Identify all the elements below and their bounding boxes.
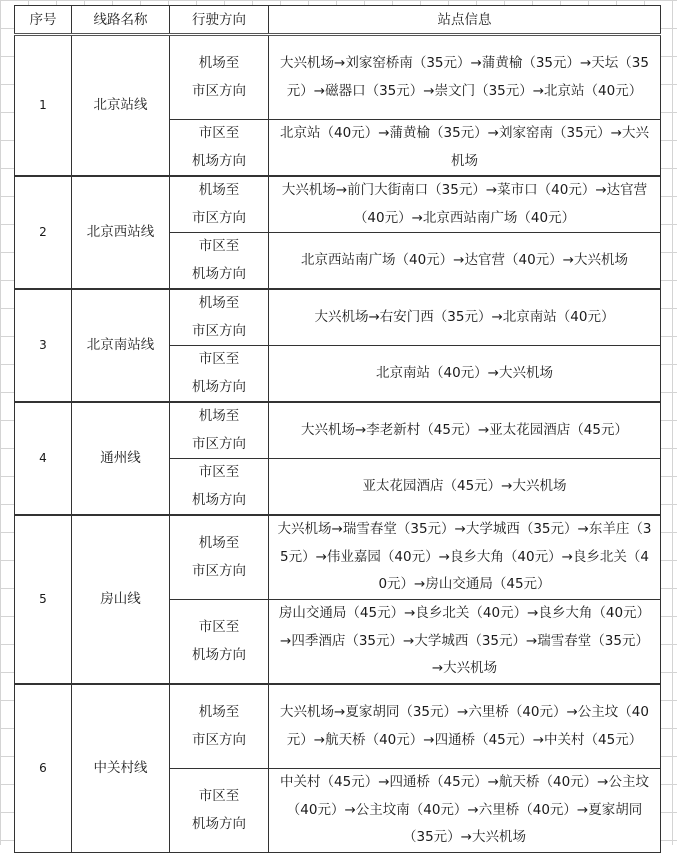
direction-cell <box>170 515 269 600</box>
direction-line: 市区方向 <box>192 209 246 226</box>
table-row <box>15 176 661 233</box>
direction-cell <box>170 459 269 516</box>
stops-info: 亚太花园酒店（45元）→大兴机场 <box>269 459 661 516</box>
direction-line: 机场至 <box>198 182 240 198</box>
table-row <box>15 684 661 769</box>
table-row <box>15 402 661 459</box>
header-route-name: 线路名称 <box>72 6 170 35</box>
stops-info: 大兴机场→刘家窑桥南（35元）→蒲黄榆（35元）→天坛（35元）→磁器口（35元）→崇文门（35元）→北京站（40元） <box>269 35 661 120</box>
direction-cell <box>170 769 269 853</box>
direction-line: 市区方向 <box>192 82 246 99</box>
route-name: 北京站线 <box>72 35 170 177</box>
direction-line: 机场方向 <box>192 152 246 169</box>
direction-cell <box>170 289 269 346</box>
direction-line: 市区至 <box>198 788 240 804</box>
direction-cell <box>170 120 269 177</box>
stops-info: 北京西站南广场（40元）→达官营（40元）→大兴机场 <box>269 233 661 290</box>
direction-cell <box>170 402 269 459</box>
direction-line: 市区方向 <box>192 731 246 748</box>
direction-cell <box>170 684 269 769</box>
bus-route-table <box>14 5 661 853</box>
direction-line: 市区至 <box>198 464 240 480</box>
row-seq: 4 <box>15 402 72 515</box>
row-seq: 2 <box>15 176 72 289</box>
direction-line: 机场方向 <box>192 646 246 663</box>
row-seq: 5 <box>15 515 72 684</box>
route-name: 中关村线 <box>72 684 170 853</box>
table-header-row <box>15 6 661 35</box>
direction-line: 机场方向 <box>192 265 246 282</box>
stops-info: 大兴机场→李老新村（45元）→亚太花园酒店（45元） <box>269 402 661 459</box>
row-seq: 6 <box>15 684 72 853</box>
stops-info: 大兴机场→前门大街南口（35元）→菜市口（40元）→达官营（40元）→北京西站南广场（40元） <box>269 176 661 233</box>
header-direction: 行驶方向 <box>170 6 269 35</box>
stops-info: 大兴机场→右安门西（35元）→北京南站（40元） <box>269 289 661 346</box>
stops-info: 北京站（40元）→蒲黄榆（35元）→刘家窑南（35元）→大兴机场 <box>269 120 661 177</box>
stops-info: 房山交通局（45元）→良乡北关（40元）→良乡大角（40元）→四季酒店（35元）→大学城西（35元）→瑞雪春堂（35元）→大兴机场 <box>269 600 661 685</box>
table-row <box>15 515 661 600</box>
direction-cell <box>170 600 269 685</box>
stops-info: 大兴机场→夏家胡同（35元）→六里桥（40元）→公主坟（40元）→航天桥（40元）→四通桥（45元）→中关村（45元） <box>269 684 661 769</box>
stops-info: 大兴机场→瑞雪春堂（35元）→大学城西（35元）→东羊庄（35元）→伟业嘉园（40元）→良乡大角（40元）→良乡北关（40元）→房山交通局（45元） <box>269 515 661 600</box>
table-row <box>15 35 661 120</box>
direction-line: 市区方向 <box>192 322 246 339</box>
direction-line: 机场至 <box>198 704 240 720</box>
direction-line: 市区至 <box>198 619 240 635</box>
direction-line: 市区方向 <box>192 562 246 579</box>
route-name: 通州线 <box>72 402 170 515</box>
direction-line: 机场至 <box>198 295 240 311</box>
stops-info: 中关村（45元）→四通桥（45元）→航天桥（40元）→公主坟（40元）→公主坟南（40元）→六里桥（40元）→夏家胡同（35元）→大兴机场 <box>269 769 661 853</box>
direction-line: 机场方向 <box>192 378 246 395</box>
direction-cell <box>170 233 269 290</box>
row-seq: 3 <box>15 289 72 402</box>
direction-line: 机场方向 <box>192 491 246 508</box>
header-stops: 站点信息 <box>269 6 661 35</box>
direction-line: 机场方向 <box>192 815 246 832</box>
direction-line: 机场至 <box>198 55 240 71</box>
direction-line: 市区至 <box>198 351 240 367</box>
direction-line: 市区方向 <box>192 435 246 452</box>
route-name: 房山线 <box>72 515 170 684</box>
route-name: 北京南站线 <box>72 289 170 402</box>
header-seq: 序号 <box>15 6 72 35</box>
direction-line: 市区至 <box>198 125 240 141</box>
stops-info: 北京南站（40元）→大兴机场 <box>269 346 661 403</box>
direction-line: 市区至 <box>198 238 240 254</box>
direction-cell <box>170 35 269 120</box>
route-name: 北京西站线 <box>72 176 170 289</box>
direction-cell <box>170 346 269 403</box>
row-seq: 1 <box>15 35 72 177</box>
direction-line: 机场至 <box>198 408 240 424</box>
direction-cell <box>170 176 269 233</box>
direction-line: 机场至 <box>198 535 240 551</box>
table-row <box>15 289 661 346</box>
